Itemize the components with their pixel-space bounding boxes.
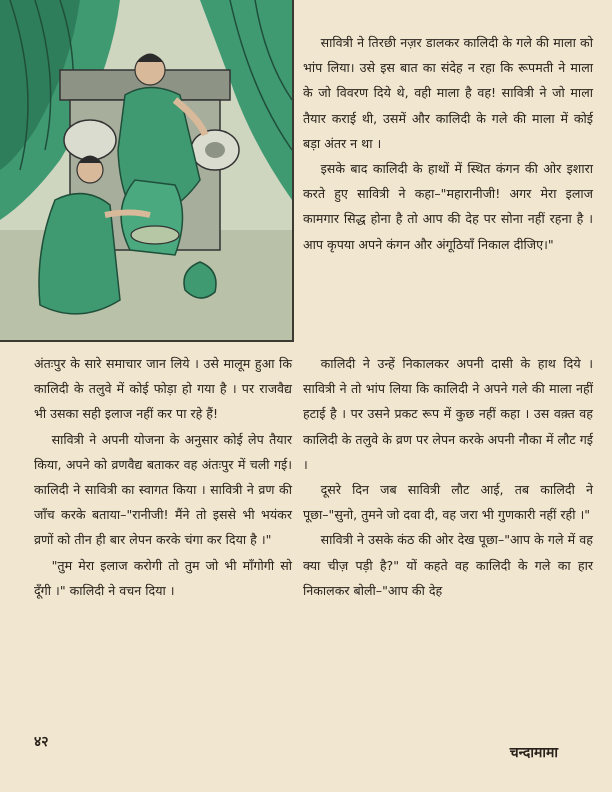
paragraph: दूसरे दिन जब सावित्री लौट आई, तब कालिदी ने पूछा–"सुनो, तुमने जो दवा दी, वह जरा भी गुणकारी नहीं रही ।": [303, 482, 593, 523]
illustration: [0, 0, 294, 342]
right-column-top: [303, 30, 593, 257]
illustration-scene: [0, 0, 292, 340]
left-column: [34, 351, 292, 603]
magazine-name: चन्दामामा: [509, 745, 558, 761]
paragraph: "तुम मेरा इलाज करोगी तो तुम जो भी माँगोगी सो दूँगी ।" कालिदी ने वचन दिया ।: [34, 557, 292, 598]
paragraph: सावित्री ने अपनी योजना के अनुसार कोई लेप तैयार किया, अपने को व्रणवैद्य बताकर वह अंतःपुर में चली गई। कालिदी ने सावित्री का स्वागत किया । सावित्री ने व्रण की जाँच करके बताया–"रानीजी! मैंने तो इससे भी भयंकर व्रणों को तीन ही बार लेपन करके चंगा कर दिया है ।": [34, 431, 292, 548]
paragraph: सावित्री ने तिरछी नज़र डालकर कालिदी के गले की माला को भांप लिया। उसे इस बात का संदेह न रहा कि रूपमती ने माला के जो विवरण दिये थे, वही माला है वह! सावित्री ने जो माला तैयार कराई थी, उसमें और कालिदी के गले की माला में कोई बड़ा अंतर न था ।: [303, 35, 593, 151]
right-column-bottom: [303, 351, 593, 603]
paragraph: सावित्री ने उसके कंठ की ओर देख पूछा–"आप के गले में वह क्या चीज़ पड़ी है?" यों कहते वह कालिदी के गले का हार निकालकर बोली–"आप की देह: [303, 532, 593, 598]
paragraph: इसके बाद कालिदी के हाथों में स्थित कंगन की ओर इशारा करते हुए सावित्री ने कहा–"महारानीजी! अगर मेरा इलाज कामगार सिद्ध होना है तो आप की देह पर सोना नहीं रहना है । आप कृपया अपने कंगन और अंगूठियाँ निकाल दीजिए।": [303, 161, 593, 252]
page-number: ४२: [34, 734, 49, 750]
paragraph: कालिदी ने उन्हें निकालकर अपनी दासी के हाथ दिये । सावित्री ने तो भांप लिया कि कालिदी ने अपने गले की माला नहीं हटाई है । पर उसने प्रकट रूप में कुछ नहीं कहा । उस वक़्त वह कालिदी के तलुवे के व्रण पर लेपन करके अपनी नौका में लौट गई ।: [303, 356, 593, 472]
paragraph: अंतःपुर के सारे समाचार जान लिये । उसे मालूम हुआ कि कालिदी के तलुवे में कोई फोड़ा हो गया है । पर राजवैद्य भी उसका सही इलाज नहीं कर पा रहे हैं!: [34, 356, 292, 422]
